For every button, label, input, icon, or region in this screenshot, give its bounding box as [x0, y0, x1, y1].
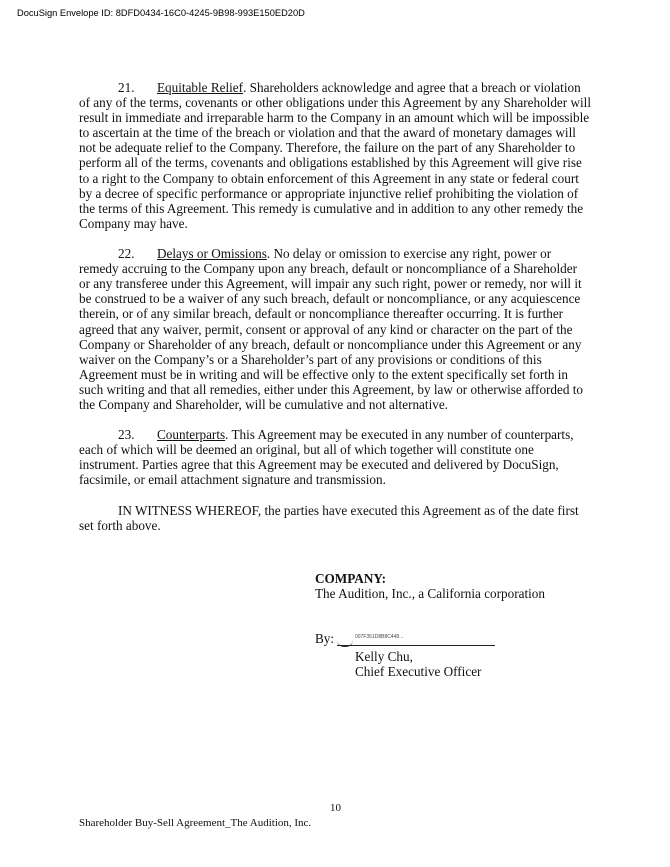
witness-clause: [79, 503, 591, 533]
section-text: . No delay or omission to exercise any right, power or remedy accruing to the Company upon any breach, default or noncompliance of a Shareholder or any transferee under this Agreement, will impair any such right, power or remedy, nor will it be construed to be a waiver of any such breach, default or noncompliance, or any acquiescence therein, or of any similar breach, default or noncompliance thereafter occurring. It is further agreed that any waiver, permit, consent or approval of any kind or character on the part of the Company or Shareholder of any breach, default or noncompliance under this Agreement or any waiver on the Company’s or a Shareholder’s part of any provisions or conditions of this Agreement must be in writing and will be effective only to the extent specifically set forth in such writing and that all remedies, either under this Agreement, by law or otherwise afforded to the Company and Shareholder, will be cumulative and not alternative.: [79, 246, 584, 412]
company-label: COMPANY:: [315, 570, 387, 586]
section-heading: Equitable Relief: [157, 80, 244, 95]
document-body: [79, 80, 591, 679]
docusign-signature-id: 007F351D8B8C448...: [355, 634, 404, 640]
section-21: [79, 80, 591, 231]
signature-line: [337, 645, 495, 646]
section-heading: Counterparts: [157, 427, 226, 443]
company-name: The Audition, Inc., a California corporation: [315, 585, 545, 601]
signer-info: [355, 649, 481, 679]
section-number: 21.: [118, 80, 135, 95]
company-block: [315, 571, 591, 601]
signature-block: [315, 631, 515, 679]
section-text: . This Agreement may be executed in any number of counterparts, each of which will be deemed an original, but all of which together will constitute one instrument. Parties agree that this Agreement may be executed and delivered by DocuSign, facsimile, or email attachment signature and transmission.: [79, 427, 574, 488]
footer: Shareholder Buy-Sell Agreement_The Audition, Inc.: [79, 817, 312, 829]
signer-name: Kelly Chu,: [355, 649, 413, 664]
docusign-envelope-id: DocuSign Envelope ID: 8DFD0434-16C0-4245-9B98-993E150ED20D: [17, 8, 305, 18]
by-label: By:: [315, 631, 335, 646]
section-number: 22.: [118, 246, 135, 262]
page-number: 10: [330, 802, 341, 814]
witness-text: IN WITNESS WHEREOF, the parties have executed this Agreement as of the date first set forth above.: [79, 502, 579, 533]
section-heading: Delays or Omissions: [157, 246, 267, 262]
section-number: 23.: [118, 427, 135, 443]
section-text: . Shareholders acknowledge and agree that a breach or violation of any of the terms, covenants or other obligations under this Agreement by any Shareholder will result in immediate and irreparable harm to the Company in an amount which will be impossible to ascertain at the time of the breach or violation and that the award of monetary damages will not be adequate relief to the Company. Therefore, the failure on the part of any Shareholder to perform all of the terms, covenants and obligations established by this Agreement will give rise to a right to the Company to obtain enforcement of this Agreement in any state or federal court by a decree of specific performance or appropriate injunctive relief prohibiting the violation of the terms of this Agreement. This remedy is cumulative and in addition to any other remedy the Company may have.: [79, 80, 591, 231]
section-23: [79, 427, 591, 487]
signer-title: Chief Executive Officer: [355, 664, 482, 680]
section-22: [79, 246, 591, 412]
